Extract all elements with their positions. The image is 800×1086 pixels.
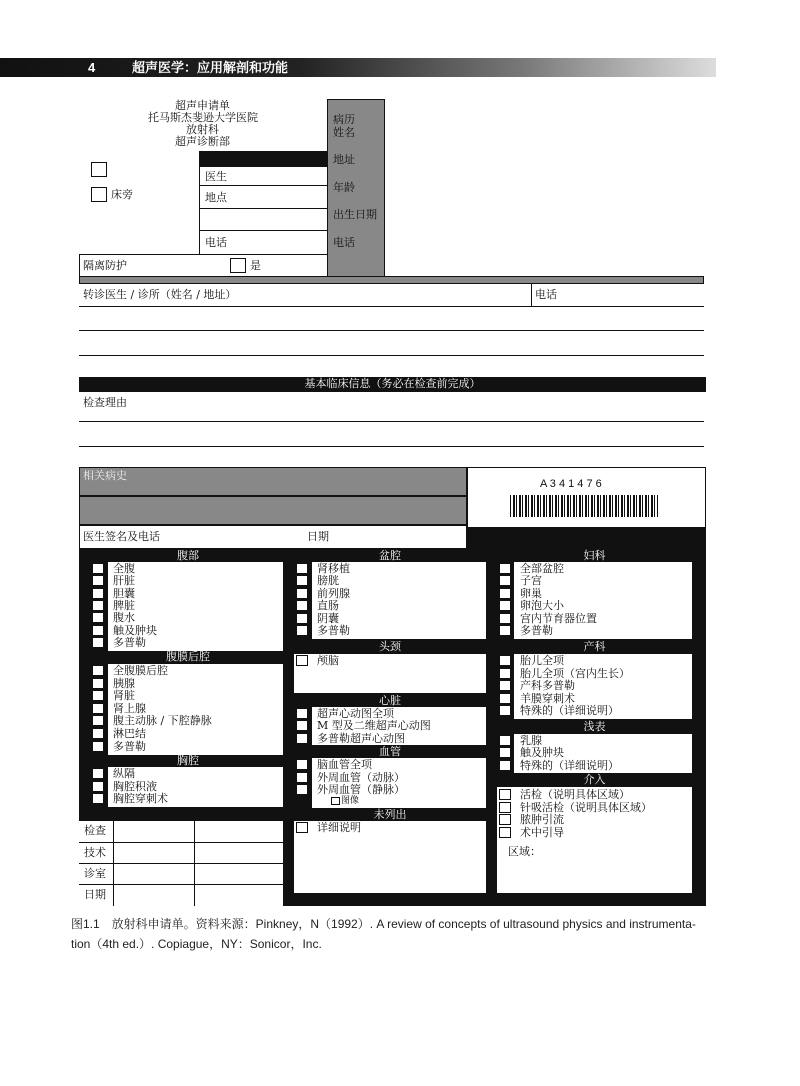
org-line-3: 放射科 <box>186 123 219 136</box>
checklist-item-label: 羊膜穿刺术 <box>520 691 575 705</box>
checklist-item-label: 颅脑 <box>317 654 339 667</box>
checklist-item-label: 外周血管（静脉） <box>317 783 405 796</box>
checklist-item-label: 卵泡大小 <box>520 599 564 613</box>
checklist-item-label: 肝脏 <box>113 574 135 588</box>
checklist-item-label: 子宫 <box>520 574 542 588</box>
checklist-item-label: 阴囊 <box>317 611 339 625</box>
checklist-item-label: 胸腔积液 <box>113 779 157 793</box>
checklist-item-label: 触及肿块 <box>113 623 157 637</box>
label-age: 年龄 <box>333 181 355 194</box>
head-header: 头颈 <box>379 640 401 653</box>
checkbox[interactable] <box>296 655 308 666</box>
checkbox[interactable] <box>296 784 308 795</box>
checklist-item-label: 宫内节育器位置 <box>520 611 597 625</box>
barcode-number: A 3 4 1 4 7 6 <box>540 478 602 490</box>
checklist-item-label: 胸腔穿刺术 <box>113 792 168 805</box>
checkbox[interactable] <box>296 613 308 624</box>
checkbox[interactable] <box>92 678 104 689</box>
checkbox[interactable] <box>499 827 511 838</box>
checklist-item-label: 术中引导 <box>520 825 564 839</box>
checklist-item-label: 乳腺 <box>520 734 542 747</box>
table-label-date: 日期 <box>84 888 106 901</box>
checkbox[interactable] <box>92 781 104 792</box>
org-line-4: 超声诊断部 <box>175 135 230 148</box>
bedside-label: 床旁 <box>111 188 133 201</box>
checkbox[interactable] <box>499 693 511 704</box>
checkbox-bedside[interactable] <box>91 187 107 202</box>
checklist-item-label: M 型及二维超声心动图 <box>317 719 431 733</box>
table-label-exam: 检查 <box>84 824 106 837</box>
vessel-header: 血管 <box>379 745 401 758</box>
caption-line-2: tion（4th ed.）. Copiague，NY：Sonicor，Inc. <box>71 937 322 951</box>
checklist-item-label: 膀胱 <box>317 574 339 588</box>
checkbox[interactable] <box>296 708 308 719</box>
checkbox-isolation-yes[interactable] <box>230 258 246 273</box>
checklist-item-label: 胆囊 <box>113 586 135 600</box>
obs-header: 产科 <box>583 640 606 653</box>
checkbox[interactable] <box>499 735 511 746</box>
checkbox[interactable] <box>499 613 511 624</box>
label-name: 姓名 <box>333 126 355 139</box>
checkbox[interactable] <box>92 625 104 636</box>
referring-label: 转诊医生 / 诊所（姓名 / 地址） <box>83 288 237 301</box>
checkbox[interactable] <box>296 600 308 611</box>
history-label: 相关病史 <box>83 469 127 482</box>
checklist-item-label: 多普勒 <box>113 635 146 649</box>
checkbox[interactable] <box>92 612 104 623</box>
checkbox-image[interactable] <box>331 797 340 805</box>
checkbox[interactable] <box>92 703 104 714</box>
checkbox[interactable] <box>499 802 511 813</box>
checklist-item-label: 全部盆腔 <box>520 562 564 575</box>
checkbox-unlabeled[interactable] <box>91 162 107 177</box>
checklist-item-label: 活检（说明具体区域） <box>520 788 630 801</box>
label-dob: 出生日期 <box>333 208 377 221</box>
checkbox[interactable] <box>92 637 104 648</box>
exam-reason-label: 检查理由 <box>83 396 127 409</box>
checkbox[interactable] <box>499 625 511 636</box>
checkbox[interactable] <box>499 588 511 599</box>
checklist-item-label: 胰腺 <box>113 676 135 690</box>
checklist-item-label: 卵巢 <box>520 586 542 600</box>
checkbox[interactable] <box>296 625 308 636</box>
checklist-item-label: 直肠 <box>317 599 339 613</box>
checkbox[interactable] <box>499 563 511 574</box>
checkbox[interactable] <box>499 814 511 825</box>
region-label: 区域： <box>508 845 541 858</box>
checkbox[interactable] <box>92 588 104 599</box>
checkbox[interactable] <box>92 741 104 752</box>
clinical-header: 基本临床信息（务必在检查前完成） <box>304 377 481 390</box>
checkbox[interactable] <box>296 822 308 833</box>
page-number: 4 <box>88 60 96 75</box>
checkbox[interactable] <box>499 655 511 666</box>
checklist-item-label: 脾脏 <box>113 598 135 612</box>
checklist-item-label: 特殊的（详细说明） <box>520 704 619 718</box>
history-box-top <box>79 467 467 496</box>
checkbox[interactable] <box>499 600 511 611</box>
checkbox[interactable] <box>499 668 511 679</box>
checklist-item-label: 肾脏 <box>113 689 135 703</box>
checklist-item-label: 腹主动脉 / 下腔静脉 <box>113 714 212 728</box>
checkbox[interactable] <box>296 588 308 599</box>
isolation-label: 隔离防护 <box>83 259 127 272</box>
checkbox[interactable] <box>499 789 511 800</box>
org-line-2: 托马斯杰斐逊大学医院 <box>148 111 258 124</box>
checkbox[interactable] <box>92 600 104 611</box>
table-label-room: 诊室 <box>84 867 106 880</box>
checklist-item-label: 淋巴结 <box>113 727 146 740</box>
caption-line-1: 图1.1 放射科申请单。资料来源：Pinkney，N（1992）. A review of concepts of ultrasound physics and instrumenta- <box>71 917 696 931</box>
checkbox[interactable] <box>499 747 511 758</box>
label-phone: 电话 <box>333 236 355 249</box>
checklist-item-label: 脑血管全项 <box>317 758 372 771</box>
checklist-item-label: 多普勒超声心动图 <box>317 731 405 745</box>
header-bar <box>0 58 716 77</box>
yes-label: 是 <box>250 259 261 272</box>
checkbox[interactable] <box>92 793 104 804</box>
location-label: 地点 <box>205 191 227 204</box>
date-label: 日期 <box>307 530 329 543</box>
checkbox[interactable] <box>92 563 104 574</box>
checklist-item-label: 多普勒 <box>520 624 553 637</box>
checklist-item-label: 胎儿全项（宫内生长） <box>520 666 630 680</box>
checklist-item-label: 外周血管（动脉） <box>317 770 405 784</box>
barcode-icon <box>510 495 658 517</box>
chest-header: 胸腔 <box>177 754 199 767</box>
checkbox[interactable] <box>296 575 308 586</box>
heart-header: 心脏 <box>379 694 401 707</box>
checkbox[interactable] <box>296 720 308 731</box>
checkbox[interactable] <box>92 715 104 726</box>
checklist-item-label: 详细说明 <box>317 821 361 834</box>
signature-label: 医生签名及电话 <box>83 530 160 543</box>
checklist-item-label: 纵隔 <box>113 767 135 780</box>
checkbox[interactable] <box>499 575 511 586</box>
checklist-item-label: 超声心动图全项 <box>317 707 394 720</box>
doctor-label: 医生 <box>205 170 227 183</box>
gyn-header: 妇科 <box>583 549 606 562</box>
checkbox[interactable] <box>92 690 104 701</box>
checkbox[interactable] <box>92 665 104 676</box>
checklist-item-label: 针吸活检（说明具体区域） <box>520 800 652 814</box>
table-label-tech: 技术 <box>84 846 106 859</box>
checklist-item-label: 触及肿块 <box>520 746 564 760</box>
checkbox[interactable] <box>296 759 308 770</box>
checklist-item-label: 全腹膜后腔 <box>113 664 168 677</box>
page-title: 超声医学：应用解剖和功能 <box>132 60 289 75</box>
checklist-item-label: 脓肿引流 <box>520 813 564 827</box>
unlisted-header: 未列出 <box>373 808 407 821</box>
org-line-1: 超声申请单 <box>175 99 230 112</box>
history-box-bottom <box>79 496 467 525</box>
image-label: 图像 <box>341 796 360 806</box>
referring-phone-label: 电话 <box>535 288 557 301</box>
checklist-item-label: 肾上腺 <box>113 701 146 715</box>
checklist-item-label: 前列腺 <box>317 586 350 600</box>
label-address: 地址 <box>333 153 355 166</box>
checkbox[interactable] <box>296 563 308 574</box>
label-record: 病历 <box>333 113 355 126</box>
checkbox[interactable] <box>499 760 511 771</box>
checkbox[interactable] <box>92 728 104 739</box>
checkbox[interactable] <box>92 768 104 779</box>
superficial-header: 浅表 <box>583 720 606 733</box>
checklist-item-label: 全腹 <box>113 562 135 575</box>
abdomen-header: 腹部 <box>177 549 199 562</box>
field-black-bar <box>199 151 327 167</box>
checkbox[interactable] <box>296 733 308 744</box>
checklist-item-label: 产科多普勒 <box>520 679 575 693</box>
interv-header: 介入 <box>583 773 606 786</box>
checkbox[interactable] <box>499 705 511 716</box>
checkbox[interactable] <box>92 575 104 586</box>
retro-header: 腹膜后腔 <box>166 650 210 663</box>
checklist-item-label: 多普勒 <box>113 739 146 753</box>
checklist-item-label: 肾移植 <box>317 562 350 575</box>
checkbox[interactable] <box>499 680 511 691</box>
checklist-item-label: 多普勒 <box>317 624 350 637</box>
checklist-item-label: 腹水 <box>113 611 135 625</box>
pelvis-header: 盆腔 <box>379 549 401 562</box>
checklist-item-label: 特殊的（详细说明） <box>520 758 619 772</box>
gray-divider <box>79 276 704 284</box>
phone-label: 电话 <box>205 236 227 249</box>
checklist-item-label: 胎儿全项 <box>520 654 564 667</box>
checkbox[interactable] <box>296 772 308 783</box>
